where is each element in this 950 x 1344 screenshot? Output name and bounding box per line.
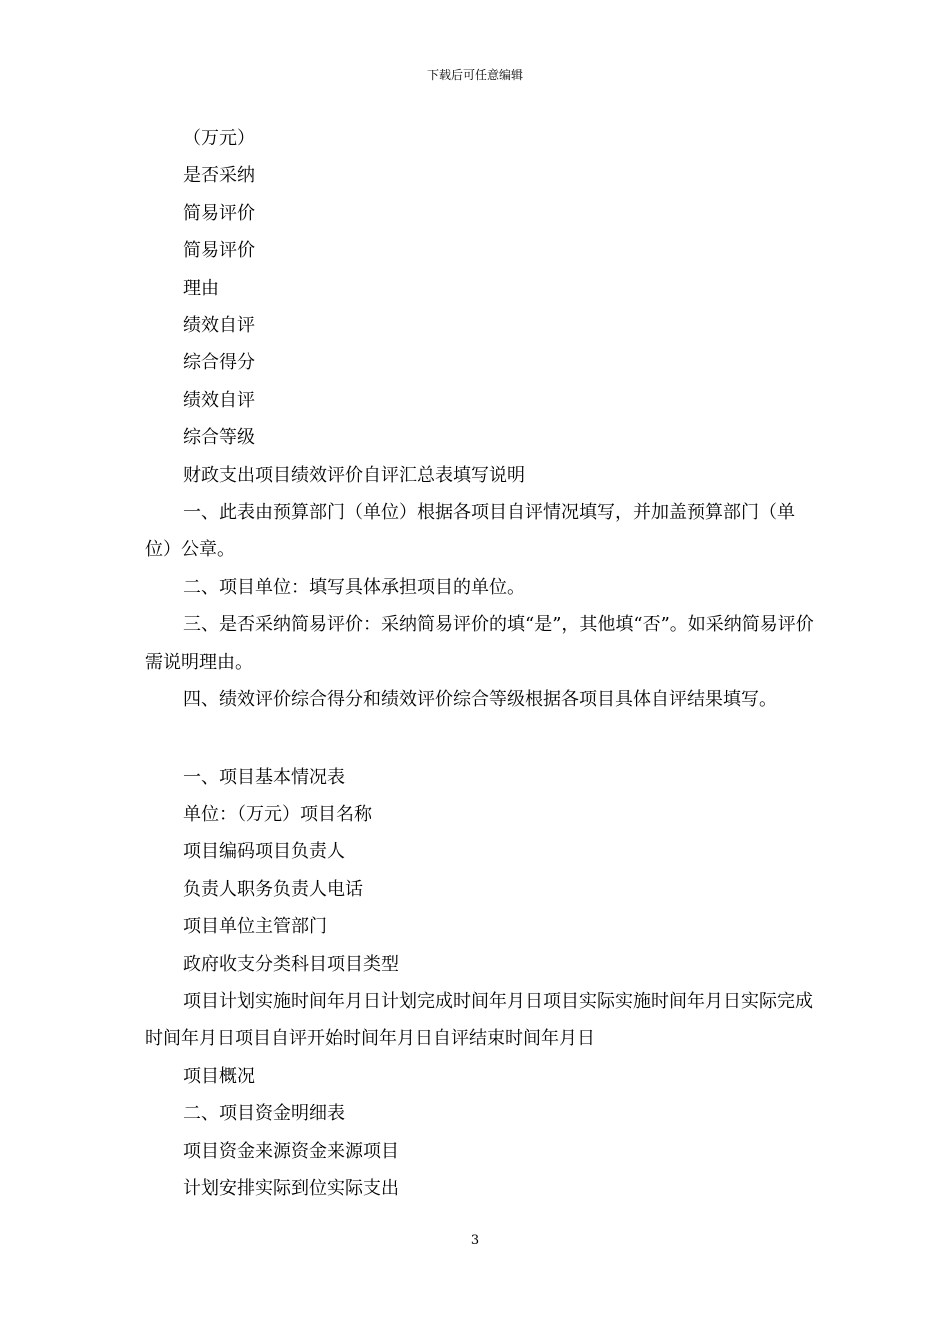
instruction-paragraph: 四、绩效评价综合得分和绩效评价综合等级根据各项目具体自评结果填写。 (183, 689, 777, 711)
text-line: 项目资金来源资金来源项目 (183, 1140, 399, 1162)
text-line: 简易评价 (183, 240, 255, 262)
instruction-paragraph: 三、是否采纳简易评价：采纳简易评价的填“是”，其他填“否”。如采纳简易评价需说明理由。 (145, 614, 814, 673)
text-line: 政府收支分类科目项目类型 (183, 953, 399, 975)
text-line: 综合等级 (183, 427, 255, 449)
instruction-paragraph: 一、此表由预算部门（单位）根据各项目自评情况填写，并加盖预算部门（单位）公章。 (145, 502, 795, 561)
page-number: 3 (470, 1233, 480, 1248)
text-line: 项目编码项目负责人 (183, 841, 345, 863)
text-line: 负责人职务负责人电话 (183, 878, 363, 900)
text-line: 绩效自评 (183, 389, 255, 411)
text-line: 是否采纳 (183, 165, 255, 187)
section-title: 二、项目资金明细表 (183, 1103, 345, 1125)
time-paragraph: 项目计划实施时间年月日计划完成时间年月日项目实际实施时间年月日实际完成时间年月日项目自评开始时间年月日自评结束时间年月日 (145, 990, 813, 1050)
text-line: 计划安排实际到位实际支出 (183, 1177, 399, 1199)
document-body (145, 120, 815, 1207)
instruction-paragraph: 二、项目单位：填写具体承担项目的单位。 (183, 576, 525, 598)
text-line: 绩效自评 (183, 315, 255, 337)
text-line: 简易评价 (183, 202, 255, 224)
text-line: 项目概况 (183, 1065, 255, 1087)
page-header: 下载后可任意编辑 (426, 68, 523, 82)
text-line: 理由 (183, 277, 219, 299)
text-line: 单位：（万元）项目名称 (183, 803, 372, 825)
section-title: 财政支出项目绩效评价自评汇总表填写说明 (183, 464, 525, 486)
text-line: 综合得分 (183, 352, 255, 374)
text-line: （万元） (183, 128, 255, 149)
section-title: 一、项目基本情况表 (183, 766, 345, 788)
text-line: 项目单位主管部门 (183, 916, 327, 938)
spacer (145, 719, 815, 759)
